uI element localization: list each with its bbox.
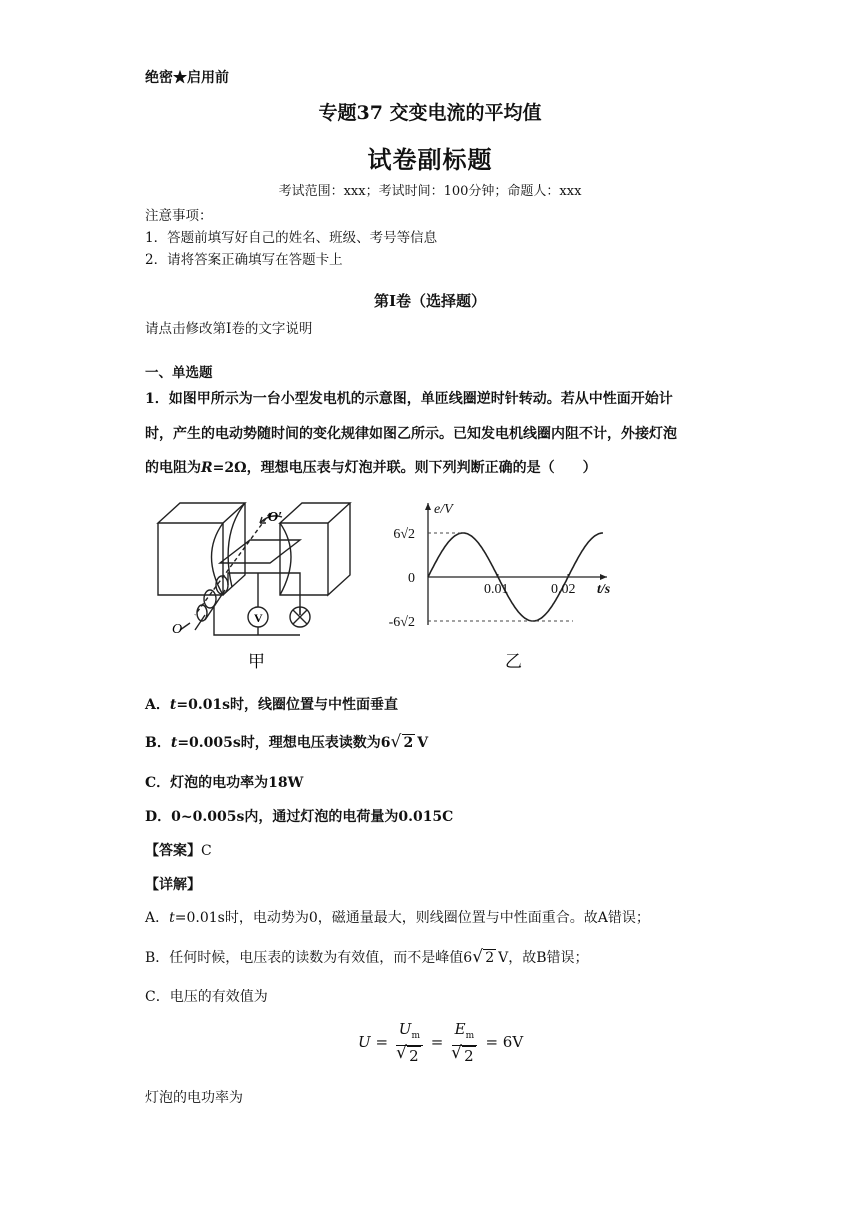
question-line: 1．如图甲所示为一台小型发电机的示意图，单匝线圈逆时针转动。若从中性面开始计 [145,391,673,407]
detail-line: 灯泡的电功率为 [145,1090,243,1106]
option-d[interactable]: D．0~0.005s内，通过灯泡的电荷量为0.015C [145,809,454,825]
detail-text: =0.01s时，电动势为0，磁通量最大，则线圈位置与中性面重合。故A错误； [174,910,650,926]
secret-label: 绝密★启用前 [145,70,229,86]
formula-fraction: $E_m$ √ 2 [451,1020,478,1066]
formula-symbol: U [358,1033,371,1051]
variable-t: t [170,735,178,751]
option-label: B． [145,735,171,751]
x-tick-label: 0.01 [484,582,509,597]
y-tick-label: -6√2 [388,615,415,630]
option-unit: V [417,735,429,751]
notice-title: 注意事项： [145,208,213,224]
question-text: 的电阻为 [145,460,201,476]
answer-value: C [201,843,212,859]
question-line: 时，产生的电动势随时间的变化规律如图乙所示。已知发电机线圈内阻不计，外接灯泡 [145,426,677,442]
emf-chart [385,495,630,675]
detail-label: 【详解】 [145,877,201,893]
page-title: 专题37 交变电流的平均值 [318,102,542,124]
notice-item: 2．请将答案正确填写在答题卡上 [145,252,343,268]
answer-line [145,840,212,860]
x-axis-label: t/s [597,582,611,597]
detail-text: B．任何时候，电压表的读数为有效值，而不是峰值6 [145,950,473,966]
y-tick-label: 6√2 [393,527,415,542]
figure-caption-left: 甲 [248,652,265,671]
page-subtitle: 试卷副标题 [367,145,493,174]
section-description[interactable]: 请点击修改第I卷的文字说明 [145,321,313,337]
y-tick-label: 0 [408,571,415,586]
generator-diagram [150,495,365,675]
sqrt-symbol: √ 2 [474,950,496,966]
option-label: A． [145,697,170,713]
sqrt-symbol: √ 2 [393,735,416,751]
y-axis-label: e/V [434,502,453,517]
rms-formula: U = $U_m$ √ 2 = $E_m$ √ 2 = 6V [358,1020,523,1066]
section-title: 第I卷（选择题） [373,292,487,310]
variable-r: R [201,460,213,476]
figure-caption-right: 乙 [505,652,522,671]
question-line [145,457,597,477]
question-text: =2Ω，理想电压表与灯泡并联。则下列判断正确的是（ ） [212,460,597,476]
exam-info: 考试范围：xxx；考试时间：100分钟；命题人：xxx [278,184,582,199]
option-text: =0.005s时，理想电压表读数为6 [177,735,391,751]
option-c[interactable]: C．灯泡的电功率为18W [145,775,304,791]
detail-line: C．电压的有效值为 [145,989,268,1005]
axis-label-o: O [172,622,183,637]
x-tick-label: 0.02 [551,582,576,597]
detail-line [145,947,589,967]
option-b[interactable] [145,732,428,752]
part-heading: 一、单选题 [145,365,213,381]
detail-line [145,907,650,927]
formula-fraction: $U_m$ √ 2 [396,1020,423,1066]
option-text: =0.01s时，线圈位置与中性面垂直 [176,697,399,713]
notice-item: 1．答题前填写好自己的姓名、班级、考号等信息 [145,230,438,246]
variable-t: t [169,697,177,713]
answer-label: 【答案】 [145,843,201,859]
axis-label-o-prime: O′ [268,510,283,525]
detail-text: V，故B错误； [498,950,589,966]
y-axis-arrow [425,503,431,510]
x-axis-arrow [600,574,607,580]
voltmeter-label: V [254,611,263,625]
option-a[interactable] [145,694,398,714]
variable-t: t [169,910,175,926]
formula-result: = 6V [485,1033,524,1051]
detail-text: A． [145,910,170,926]
